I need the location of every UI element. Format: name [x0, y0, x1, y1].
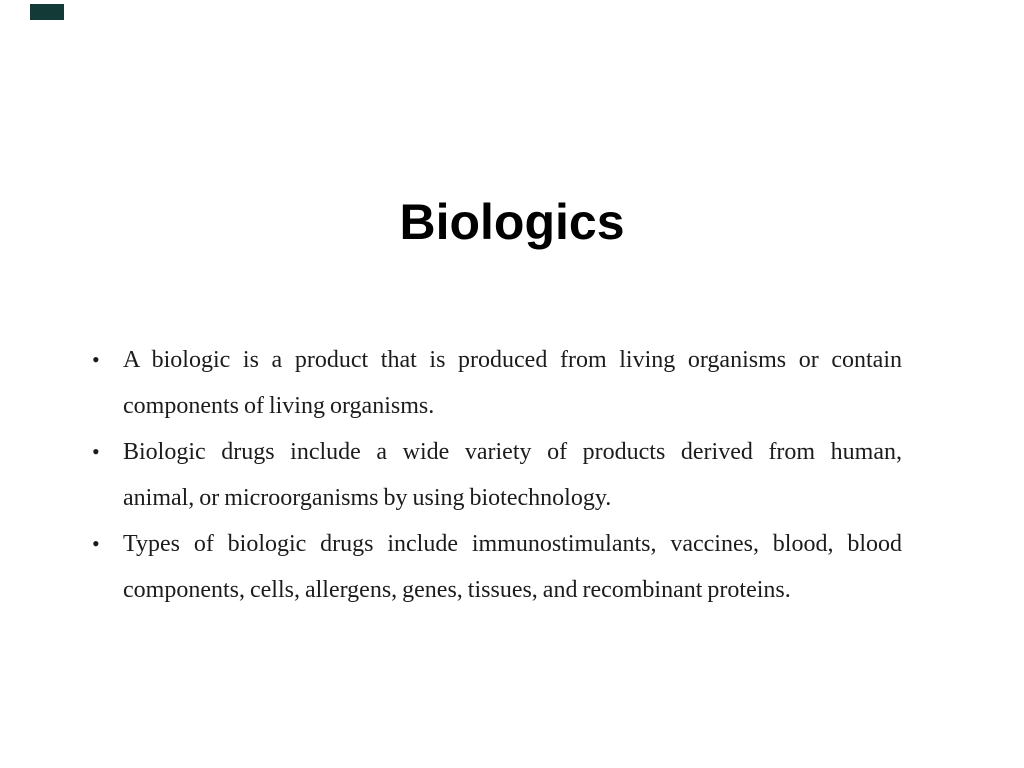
bullet-line: Types of biologic drugs include immunostimulants, vaccines, blood, blood — [123, 531, 902, 557]
bullet-icon: • — [92, 347, 100, 372]
bullet-item — [90, 521, 902, 613]
slide-title: Biologics — [399, 194, 625, 250]
bullet-line: Biologic drugs include a wide variety of products derived from human, — [123, 439, 902, 465]
bullet-item — [90, 429, 902, 521]
bullet-line: components, cells, allergens, genes, tissues, and recombinant proteins. — [123, 577, 791, 603]
bullet-line: A biologic is a product that is produced from living organisms or contain — [123, 347, 902, 373]
bullet-item — [90, 337, 902, 429]
bullet-icon: • — [92, 531, 100, 556]
bullet-line: components of living organisms. — [123, 393, 435, 419]
corner-marker — [30, 4, 64, 20]
bullet-icon: • — [92, 439, 100, 464]
bullet-list — [90, 337, 902, 613]
bullet-line: animal, or microorganisms by using biotechnology. — [123, 485, 612, 511]
